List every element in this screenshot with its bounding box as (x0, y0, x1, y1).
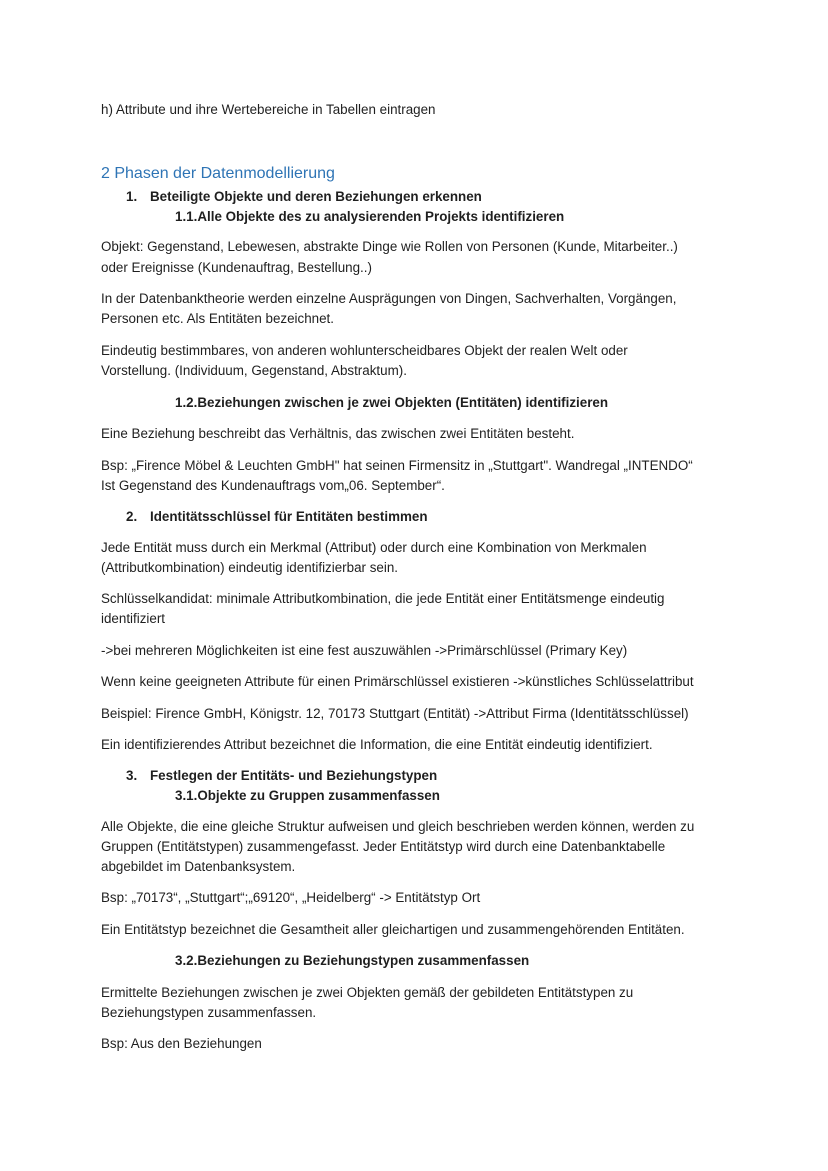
paragraph-eindeutig-line-1: Eindeutig bestimmbares, von anderen wohlunterscheidbares Objekt der realen Welt oder (101, 343, 628, 358)
paragraph-objekt-line-2: oder Ereignisse (Kundenauftrag, Bestellung..) (101, 260, 372, 275)
heading-3-title: Festlegen der Entitäts- und Beziehungstypen (150, 768, 438, 783)
paragraph-wenn: Wenn keine geeigneten Attribute für einen Primärschlüssel existieren ->künstliches Schlüsselattribut (101, 674, 694, 689)
paragraph-kandidat-line-1: Schlüsselkandidat: minimale Attributkombination, die jede Entität einer Entitätsmenge eindeutig (101, 591, 665, 606)
heading-1 (126, 187, 482, 207)
heading-3 (126, 766, 437, 786)
heading-2-title: Identitätsschlüssel für Entitäten bestimmen (150, 509, 428, 524)
heading-1-1: 1.1.Alle Objekte des zu analysierenden Projekts identifizieren (175, 209, 565, 224)
paragraph-beziehung: Eine Beziehung beschreibt das Verhältnis, das zwischen zwei Entitäten besteht. (101, 426, 575, 441)
paragraph-typ: Ein Entitätstyp bezeichnet die Gesamtheit aller gleichartigen und zusammengehörenden Entitäten. (101, 922, 685, 937)
heading-1-title: Beteiligte Objekte und deren Beziehungen erkennen (150, 189, 482, 204)
paragraph-bsp2: Bsp: „70173“, „Stuttgart“;„69120“, „Heidelberg“ -> Entitätstyp Ort (101, 890, 481, 905)
heading-3-number: 3. (126, 768, 138, 783)
paragraph-ident: Ein identifizierendes Attribut bezeichnet die Information, die eine Entität eindeutig identifiziert. (101, 737, 653, 752)
heading-3-2: 3.2.Beziehungen zu Beziehungstypen zusammenfassen (175, 953, 530, 968)
paragraph-ermittelt-line-1: Ermittelte Beziehungen zwischen je zwei Objekten gemäß der gebildeten Entitätstypen zu (101, 985, 634, 1000)
paragraph-mehrere: ->bei mehreren Möglichkeiten ist eine fest auszuwählen ->Primärschlüssel (Primary Key) (101, 643, 628, 658)
paragraph-theorie-line-1: In der Datenbanktheorie werden einzelne Ausprägungen von Dingen, Sachverhalten, Vorgängen, (101, 291, 677, 306)
paragraph-bsp1-line-1: Bsp: „Firence Möbel & Leuchten GmbH" hat seinen Firmensitz in „Stuttgart". Wandregal „INTENDO“ (101, 458, 693, 473)
paragraph-objekt-line-1: Objekt: Gegenstand, Lebewesen, abstrakte Dinge wie Rollen von Personen (Kunde, Mitarbeiter..) (101, 239, 678, 254)
paragraph-alle-line-1: Alle Objekte, die eine gleiche Struktur aufweisen und gleich beschrieben werden können, werden zu (101, 819, 695, 834)
heading-1-2: 1.2.Beziehungen zwischen je zwei Objekten (Entitäten) identifizieren (175, 395, 609, 410)
heading-2 (126, 507, 428, 527)
paragraph-alle-line-3: abgebildet im Datenbanksystem. (101, 859, 296, 874)
paragraph-bsp1-line-2: Ist Gegenstand des Kundenauftrags vom„06. September“. (101, 478, 445, 493)
paragraph-ermittelt-line-2: Beziehungstypen zusammenfassen. (101, 1005, 317, 1020)
paragraph-jede-line-1: Jede Entität muss durch ein Merkmal (Attribut) oder durch eine Kombination von Merkmalen (101, 540, 647, 555)
intro-line: h) Attribute und ihre Wertebereiche in Tabellen eintragen (101, 102, 436, 117)
paragraph-eindeutig-line-2: Vorstellung. (Individuum, Gegenstand, Abstraktum). (101, 363, 407, 378)
paragraph-bsp3: Bsp: Aus den Beziehungen (101, 1036, 262, 1051)
paragraph-jede-line-2: (Attributkombination) eindeutig identifizierbar sein. (101, 560, 398, 575)
paragraph-beispiel: Beispiel: Firence GmbH, Königstr. 12, 70173 Stuttgart (Entität) ->Attribut Firma (Identitätsschlüssel) (101, 706, 689, 721)
heading-3-1: 3.1.Objekte zu Gruppen zusammenfassen (175, 788, 440, 803)
section-heading: 2 Phasen der Datenmodellierung (101, 165, 335, 182)
paragraph-theorie-line-2: Personen etc. Als Entitäten bezeichnet. (101, 311, 334, 326)
paragraph-kandidat-line-2: identifiziert (101, 611, 166, 626)
heading-2-number: 2. (126, 509, 138, 524)
heading-1-number: 1. (126, 189, 138, 204)
paragraph-alle-line-2: Gruppen (Entitätstypen) zusammengefasst. Jeder Entitätstyp wird durch eine Datenbanktabelle (101, 839, 666, 854)
